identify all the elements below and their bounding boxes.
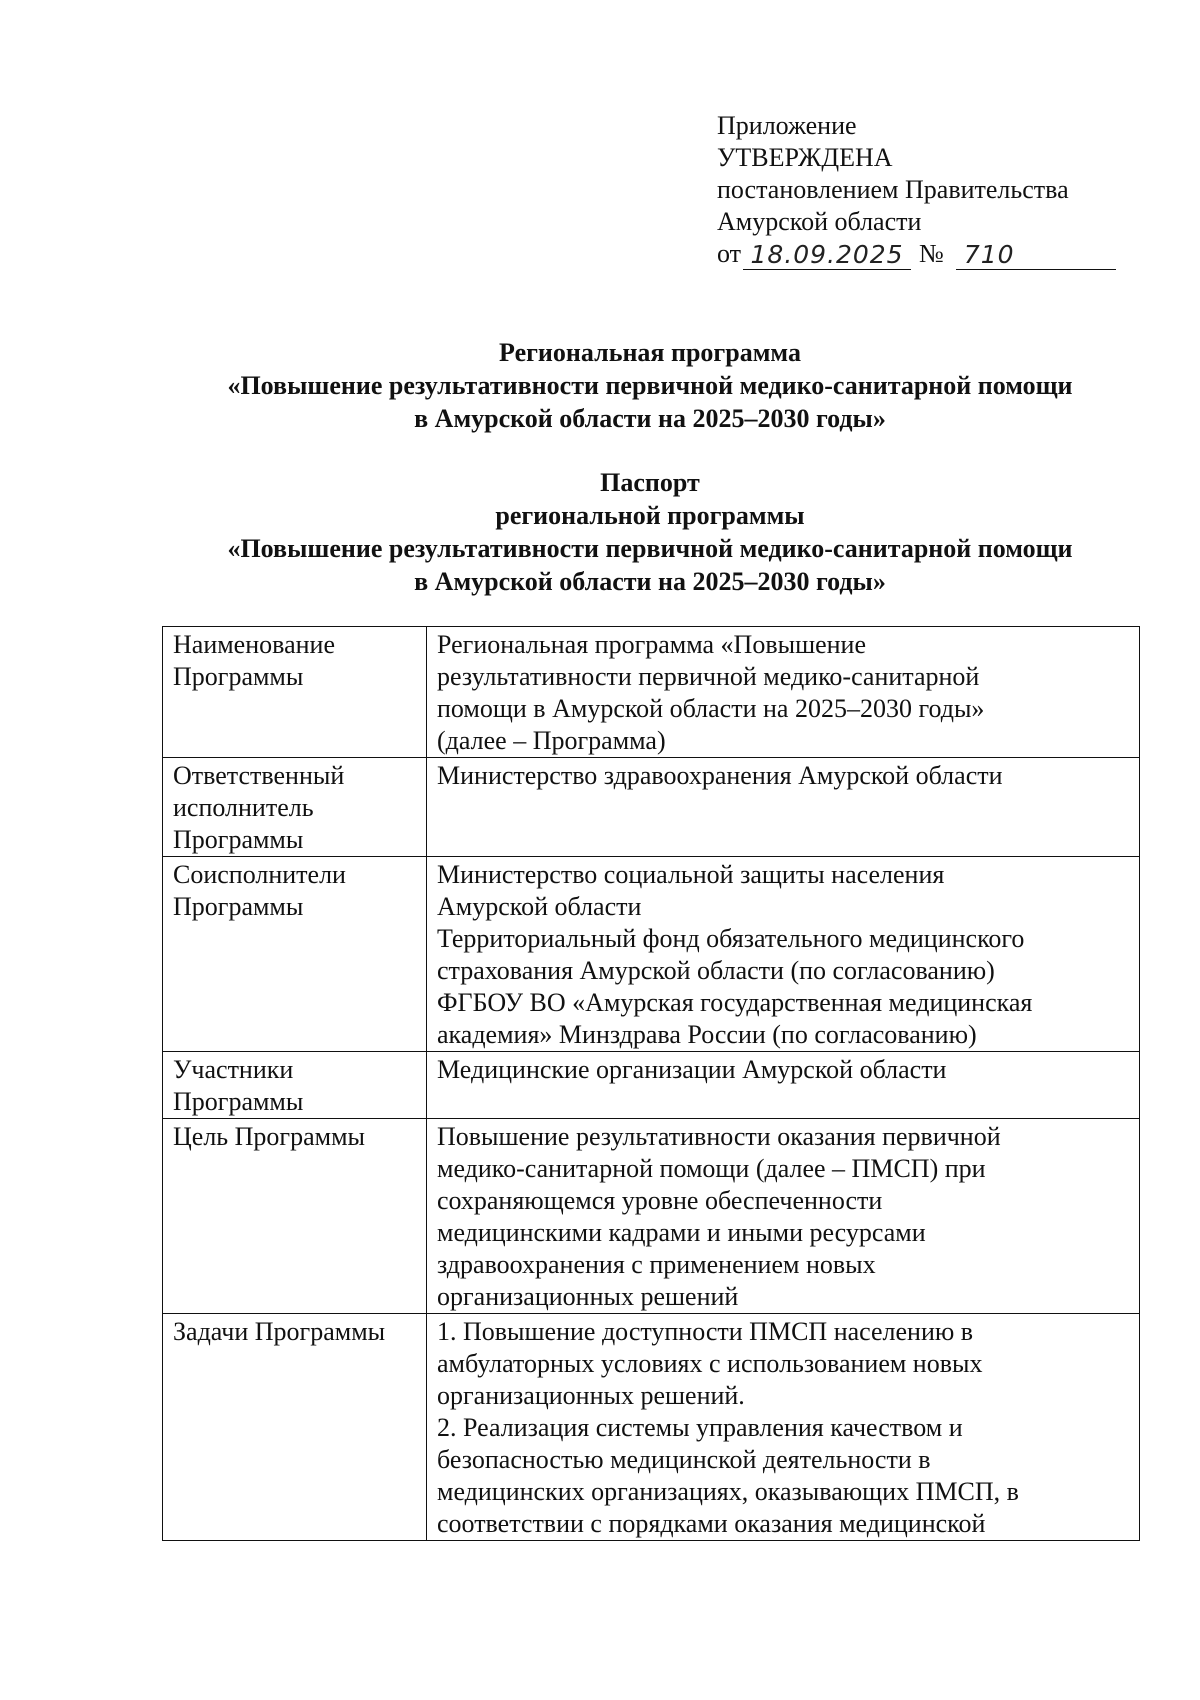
approval-block — [717, 110, 1116, 270]
passport-title-line-1: Паспорт — [600, 468, 700, 497]
row-label: Соисполнители Программы — [163, 857, 427, 1052]
program-title-line-1: Региональная программа — [499, 338, 801, 367]
approved-label: УТВЕРЖДЕНА — [717, 143, 893, 172]
handwritten-date: 18.09.2025 — [743, 241, 911, 270]
date-prefix: от — [717, 239, 742, 268]
appendix-label: Приложение — [717, 111, 857, 140]
handwritten-number: 710 — [956, 241, 1116, 270]
table-row — [163, 857, 1140, 1052]
table-row — [163, 1314, 1140, 1541]
program-title-line-2: «Повышение результативности первичной медико-санитарной помощи — [227, 371, 1073, 400]
row-value: 1. Повышение доступности ПМСП населению в амбулаторных условиях с использованием новых организационных решений. 2. Реализация системы управления качеством и безопасностью медицинской деятельности в медицинских организациях, оказывающих ПМСП, в соответствии с порядками оказания медицинской — [427, 1314, 1140, 1541]
row-label: Участники Программы — [163, 1052, 427, 1119]
row-label: Наименование Программы — [163, 627, 427, 758]
program-title-line-3: в Амурской области на 2025–2030 годы» — [414, 404, 886, 433]
row-label: Ответственный исполнитель Программы — [163, 758, 427, 857]
program-title — [100, 336, 1200, 435]
date-number-row — [717, 238, 1116, 270]
passport-title-line-4: в Амурской области на 2025–2030 годы» — [414, 567, 886, 596]
passport-title-line-3: «Повышение результативности первичной медико-санитарной помощи — [227, 534, 1073, 563]
row-value: Региональная программа «Повышение результативности первичной медико-санитарной помощи в Амурской области на 2025–2030 годы» (далее – Программа) — [427, 627, 1140, 758]
row-label: Задачи Программы — [163, 1314, 427, 1541]
passport-title-line-2: региональной программы — [495, 501, 805, 530]
table-row — [163, 1119, 1140, 1314]
number-sign: № — [919, 239, 944, 268]
row-label: Цель Программы — [163, 1119, 427, 1314]
table-row — [163, 1052, 1140, 1119]
row-value: Повышение результативности оказания первичной медико-санитарной помощи (далее – ПМСП) при сохраняющемся уровне обеспеченности медицинскими кадрами и иными ресурсами здравоохранения с применением новых организационных решений — [427, 1119, 1140, 1314]
region-label: Амурской области — [717, 207, 922, 236]
passport-table — [162, 626, 1140, 1541]
table-row — [163, 627, 1140, 758]
table-row — [163, 758, 1140, 857]
row-value: Медицинские организации Амурской области — [427, 1052, 1140, 1119]
row-value: Министерство здравоохранения Амурской области — [427, 758, 1140, 857]
resolution-label: постановлением Правительства — [717, 175, 1069, 204]
passport-title — [100, 466, 1200, 598]
row-value: Министерство социальной защиты населения Амурской области Территориальный фонд обязательного медицинского страхования Амурской области (по согласованию) ФГБОУ ВО «Амурская государственная медицинская академия» Минздрава России (по согласованию) — [427, 857, 1140, 1052]
